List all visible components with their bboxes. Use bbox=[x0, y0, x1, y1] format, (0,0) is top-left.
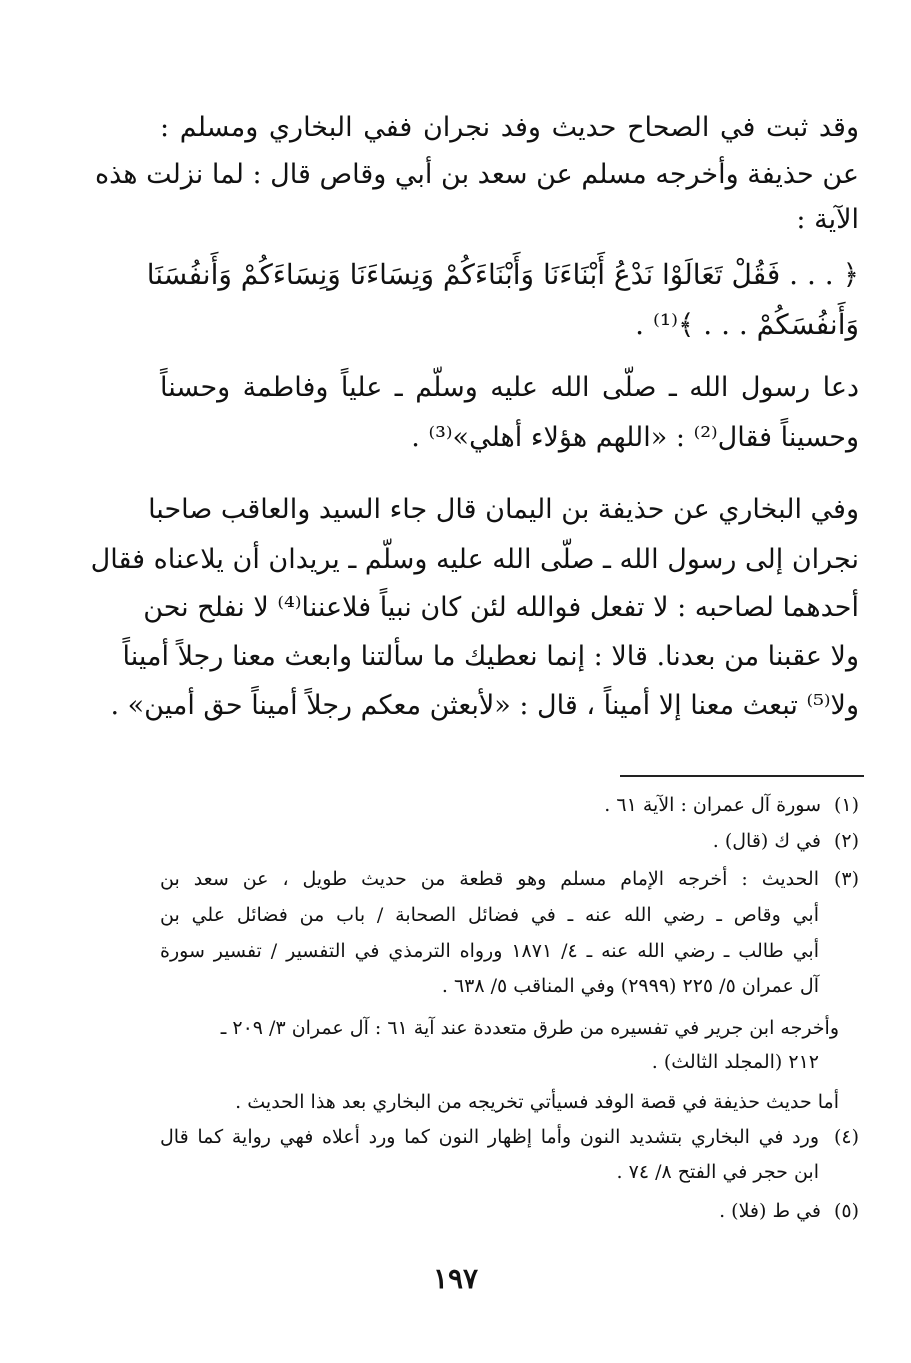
footnote-number: (٣) bbox=[833, 868, 859, 890]
footnote-number: (٤) bbox=[833, 1126, 859, 1148]
body-line: عن حذيفة وأخرجه مسلم عن سعد بن أبي وقاص قال : لما نزلت هذه bbox=[94, 159, 859, 190]
footnote-text: ورد في البخاري بتشديد النون وأما إظهار النون كما ورد أعلاه فهي رواية كما قال bbox=[160, 1126, 819, 1148]
page-number: ١٩٧ bbox=[432, 1262, 479, 1295]
footnote-number: (١) bbox=[833, 794, 859, 816]
body-line: وفي البخاري عن حذيفة بن اليمان قال جاء السيد والعاقب صاحبا bbox=[148, 494, 859, 525]
quran-verse-line: وَأَنفُسَكُمْ . . . ﴾⁽¹⁾ . bbox=[635, 308, 859, 341]
body-line: أحدهما لصاحبه : لا تفعل فوالله لئن كان نبياً فلاعننا⁽⁴⁾ لا نفلح نحن bbox=[143, 592, 859, 623]
body-line: وحسيناً فقال⁽²⁾ : «اللهم هؤلاء أهلي»⁽³⁾ . bbox=[411, 422, 859, 453]
footnote-text: وأخرجه ابن جرير في تفسيره من طرق متعددة عند آية ٦١ : آل عمران ٣/ ٢٠٩ ـ bbox=[220, 1017, 839, 1039]
quran-verse-line: ﴿ . . . فَقُلْ تَعَالَوْا نَدْعُ أَبْنَاءَنَا وَأَبْنَاءَكُمْ وَنِسَاءَنَا وَنِسَاءَكُمْ وَأَنفُسَنَا bbox=[146, 258, 859, 291]
footnote-3 bbox=[821, 864, 859, 894]
footnote-4 bbox=[821, 1122, 859, 1152]
footnote-1 bbox=[604, 790, 859, 820]
body-line: الآية : bbox=[796, 204, 859, 235]
footnote-text: ٢١٢ (المجلد الثالث) . bbox=[651, 1051, 819, 1073]
footnote-text: أبي وقاص ـ رضي الله عنه ـ في فضائل الصحابة / باب من فضائل علي بن bbox=[160, 904, 819, 926]
body-line: ولا عقبنا من بعدنا. قالا : إنما نعطيك ما سألتنا وابعث معنا رجلاً أميناً bbox=[122, 641, 859, 672]
footnote-number: (٢) bbox=[833, 830, 859, 852]
footnote-number: (٥) bbox=[833, 1200, 859, 1222]
body-line: ولا⁽⁵⁾ تبعث معنا إلا أميناً ، قال : «لأبعثن معكم رجلاً أميناً حق أمين» . bbox=[110, 690, 859, 721]
body-line: وقد ثبت في الصحاح حديث وفد نجران ففي البخاري ومسلم : bbox=[160, 112, 859, 143]
footnote-text: أما حديث حذيفة في قصة الوفد فسيأتي تخريجه من البخاري بعد هذا الحديث . bbox=[235, 1091, 839, 1113]
footnote-text: في ك (قال) . bbox=[712, 830, 821, 852]
body-line: نجران إلى رسول الله ـ صلّى الله عليه وسلّم ـ يريدان أن يلاعناه فقال bbox=[90, 544, 859, 575]
footnote-separator bbox=[620, 775, 864, 777]
footnote-5 bbox=[719, 1196, 859, 1226]
footnote-text: في ط (فلا) . bbox=[719, 1200, 821, 1222]
footnote-2 bbox=[713, 826, 859, 856]
footnote-text: ابن حجر في الفتح ٨/ ٧٤ . bbox=[616, 1161, 819, 1183]
footnote-text: سورة آل عمران : الآية ٦١ . bbox=[604, 794, 821, 816]
footnote-text: أبي طالب ـ رضي الله عنه ـ ٤/ ١٨٧١ ورواه الترمذي في التفسير / تفسير سورة bbox=[160, 940, 819, 962]
body-line: دعا رسول الله ـ صلّى الله عليه وسلّم ـ علياً وفاطمة وحسناً bbox=[160, 372, 859, 403]
footnote-text: آل عمران ٥/ ٢٢٥ (٢٩٩٩) وفي المناقب ٥/ ٦٣٨ . bbox=[441, 975, 819, 997]
footnote-text: الحديث : أخرجه الإمام مسلم وهو قطعة من حديث طويل ، عن سعد بن bbox=[160, 868, 819, 890]
